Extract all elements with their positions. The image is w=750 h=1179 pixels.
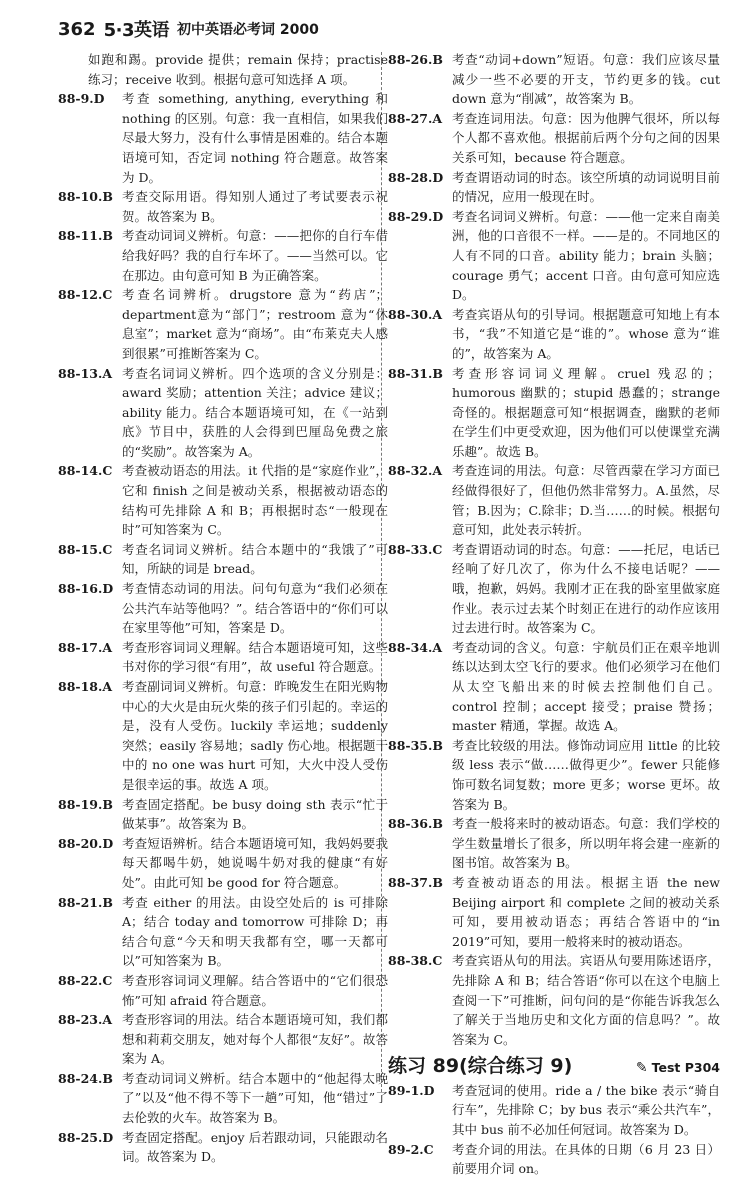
answer-explanation: 考查宾语从句的引导词。根据题意可知地上有本书，“我”不知道它是“谁的”。whose 意为“谁的”，故答案为 A。 <box>452 306 720 361</box>
answer-explanation: 考查交际用语。得知别人通过了考试要表示祝贺。故答案为 B。 <box>122 189 388 224</box>
right-column <box>388 50 720 1179</box>
answer-id: 88-34.A <box>388 639 443 655</box>
answer-id: 88-21.B <box>58 894 113 910</box>
answer-explanation: 考查 either 的用法。由设空处后的 is 可排除 A；结合 today and tomorrow 可排除 D；再结合句意“今天和明天我都有空，哪一天都可以”可知答案为 B。 <box>122 894 388 969</box>
answer-id: 88-17.A <box>58 639 113 655</box>
answer-id: 89-2.C <box>388 1141 434 1157</box>
answer-entry <box>388 736 720 814</box>
answer-id: 88-30.A <box>388 306 443 322</box>
answer-list-left <box>58 89 388 1167</box>
answer-entry <box>58 89 388 187</box>
answer-entry <box>58 187 388 226</box>
answer-entry <box>388 207 720 305</box>
answer-entry <box>58 638 388 677</box>
answer-entry <box>58 1128 388 1167</box>
answer-explanation: 考查形容词词义理解。cruel 残忍的；humorous 幽默的；stupid 愚蠢的；strange 奇怪的。根据题意可知“根据调查，幽默的老师在学生们中更受欢迎，因为他们可以使课堂充满乐趣”。故选 B。 <box>452 365 720 459</box>
answer-explanation: 考查名词辨析。drugstore 意为“药店”；department意为“部门”；restroom 意为“休息室”；market 意为“商场”。由“布莱克夫人感到很累”可推断答案为 C。 <box>122 287 388 361</box>
answer-explanation: 考查名词词义辨析。结合本题中的“我饿了”可知，所缺的词是 bread。 <box>122 541 388 577</box>
answer-explanation: 考查被动语态的用法。根据主语 the new Beijing airport 和 complete 之间的被动关系可知，要用被动语态；再结合答语中的“in 2019”可知，要用一般将来时的被动语态。 <box>452 874 720 949</box>
answer-entry <box>388 305 720 364</box>
answer-id: 88-13.A <box>58 365 113 381</box>
answer-id: 88-37.B <box>388 874 443 890</box>
answer-id: 88-33.C <box>388 541 443 557</box>
answer-explanation: 考查“动词+down”短语。句意：我们应该尽量减少一些不必要的开支，节约更多的钱。cut down 意为“削减”，故答案为 B。 <box>452 52 720 107</box>
answer-id: 88-32.A <box>388 463 443 479</box>
answer-explanation: 考查动词词义辨析。句意：——把你的自行车借给我好吗？我的自行车坏了。——当然可以。它在那边。由句意可知 B 为正确答案。 <box>122 228 388 283</box>
answer-id: 89-1.D <box>388 1082 435 1098</box>
answer-explanation: 考查连词的用法。句意：尽管西蒙在学习方面已经做得很好了，但他仍然非常努力。A.虽然，尽管；B.因为；C.除非；D.当……的时候。根据句意可知，此处表示转折。 <box>452 463 720 538</box>
answer-explanation: 考查名词词义辨析。句意：——他一定来自南美洲，他的口音很不一样。——是的。不同地区的人有不同的口音。ability 能力；brain 头脑；courage 勇气；accent 口音。由句意可知应选 D。 <box>452 208 720 303</box>
section-title: 练习 89(综合练习 9) <box>388 1055 573 1078</box>
answer-entry <box>58 461 388 539</box>
answer-explanation: 考查被动语态的用法。it 代指的是“家庭作业”，它和 finish 之间是被动关系，根据被动语态的结构可先排除 A 和 B；再根据时态“一般现在时”可知答案为 C。 <box>122 463 388 538</box>
answer-id: 88-35.B <box>388 737 443 753</box>
answer-id: 88-12.C <box>58 287 113 303</box>
answer-explanation: 考查宾语从句的用法。宾语从句要用陈述语序，先排除 A 和 B；结合答语“你可以在这个电脑上查阅一下”可推断，问句问的是“你能告诉我怎么了解关于当地历史和文化方面的信息吗？”。故答案为 C。 <box>452 953 720 1047</box>
answer-explanation: 考查介词的用法。在具体的日期（6 月 23 日）前要用介词 on。 <box>452 1141 720 1177</box>
answer-entry <box>388 168 720 207</box>
answer-entry <box>388 50 720 109</box>
answer-id: 88-22.C <box>58 972 113 988</box>
answer-explanation: 考查形容词的用法。结合本题语境可知，我们都想和莉莉交朋友，她对每个人都很“友好”。故答案为 A。 <box>122 1012 388 1067</box>
answer-explanation: 考查形容词词义理解。结合本题语境可知，这些书对你的学习很“有用”，故 useful 符合题意。 <box>122 639 388 675</box>
answer-id: 88-29.D <box>388 208 444 224</box>
answer-id: 88-11.B <box>58 228 113 244</box>
answer-id: 88-18.A <box>58 679 113 694</box>
answer-entry <box>388 1081 720 1140</box>
answer-id: 88-28.D <box>388 169 444 185</box>
answer-explanation: 考查比较级的用法。修饰动词应用 little 的比较级 less 表示“做……做得更少”。fewer 只能修饰可数名词复数；more 更多；worse 更坏。故答案为 B。 <box>452 737 720 812</box>
answer-entry <box>388 951 720 1049</box>
answer-id: 88-23.A <box>58 1012 113 1028</box>
answer-entry <box>58 364 388 462</box>
answer-entry <box>58 677 388 795</box>
answer-entry <box>388 364 720 462</box>
answer-entry <box>58 579 388 638</box>
answer-id: 88-20.D <box>58 835 114 851</box>
test-page-ref <box>636 1058 720 1079</box>
answer-id: 88-31.B <box>388 365 443 381</box>
answer-explanation: 考查固定搭配。be busy doing sth 表示“忙于做某事”。故答案为 B。 <box>122 796 388 832</box>
answer-entry <box>58 285 388 363</box>
answer-list-right <box>388 50 720 1049</box>
answer-id: 88-26.B <box>388 52 443 67</box>
answer-explanation: 考查情态动词的用法。问句句意为“我们必须在公共汽车站等他吗？”。结合答语中的“你们可以在家里等他”可知，答案是 D。 <box>122 581 388 636</box>
section-header <box>388 1057 720 1079</box>
answer-explanation: 考查名词词义辨析。四个选项的含义分别是：award 奖励；attention 关注；advice 建议；ability 能力。结合本题语境可知，在《一站到底》节目中，获胜的人会得到巴厘岛免费之旅的“奖励”。故答案为 A。 <box>122 365 388 459</box>
answer-entry <box>58 1010 388 1069</box>
answer-entry <box>58 226 388 285</box>
brand-logo: 5·3英语 <box>103 20 169 41</box>
answer-id: 88-16.D <box>58 581 114 597</box>
answer-entry <box>388 540 720 638</box>
answer-entry <box>388 814 720 873</box>
answer-explanation: 考查动词的含义。句意：宇航员们正在艰辛地训练以达到太空飞行的要求。他们必须学习在他们从太空飞船出来的时候去控制他们自己。control 控制；accept 接受；praise 赞扬；master 精通，掌握。故选 A。 <box>452 639 720 734</box>
answer-explanation: 考查谓语动词的时态。该空所填的动词说明目前的情况，应用一般现在时。 <box>452 169 720 205</box>
answer-explanation: 考查动词词义辨析。结合本题中的“他起得太晚了”以及“他不得不等下一趟”可知，他“错过”了去伦敦的火车。故答案为 B。 <box>122 1070 388 1126</box>
answer-entry <box>58 1069 388 1128</box>
page-number: 362 <box>58 18 96 40</box>
left-column <box>58 50 388 1167</box>
answer-entry <box>58 834 388 893</box>
answer-entry <box>388 461 720 539</box>
answer-id: 88-24.B <box>58 1070 113 1086</box>
answer-explanation: 考查形容词词义理解。结合答语中的“它们很恐怖”可知 afraid 符合题意。 <box>122 972 388 1008</box>
answer-id: 88-19.B <box>58 796 113 812</box>
page-header <box>58 14 698 44</box>
answer-list-section <box>388 1081 720 1179</box>
book-title: 初中英语必考词 2000 <box>176 22 319 38</box>
answer-explanation: 考查一般将来时的被动语态。句意：我们学校的学生数量增长了很多，所以明年将会建一座新的图书馆。故答案为 B。 <box>452 816 720 871</box>
answer-explanation: 考查固定搭配。enjoy 后若跟动词，只能跟动名词。故答案为 D。 <box>122 1129 388 1165</box>
answer-id: 88-27.A <box>388 110 443 126</box>
answer-id: 88-25.D <box>58 1129 114 1145</box>
answer-entry <box>388 1140 720 1179</box>
answer-id: 88-14.C <box>58 463 113 479</box>
answer-explanation: 考查短语辨析。结合本题语境可知，我妈妈要我每天都喝牛奶，她说喝牛奶对我的健康“有好处”。由此可知 be good for 符合题意。 <box>122 835 388 890</box>
continued-text: 如跑和踢。provide 提供；remain 保持；practise 练习；receive 收到。根据句意可知选择 A 项。 <box>88 52 388 87</box>
answer-entry <box>58 893 388 971</box>
answer-explanation: 考查谓语动词的时态。句意：——托尼，电话已经响了好几次了，你为什么不接电话呢？——哦，抱歉，妈妈。我刚才正在我的卧室里做家庭作业。表示过去某个时刻正在进行的动作应该用过去进行时。故答案为 C。 <box>452 541 720 636</box>
answer-entry <box>58 540 388 579</box>
answer-id: 88-10.B <box>58 189 113 205</box>
answer-entry <box>388 638 720 736</box>
answer-explanation: 考查冠词的使用。ride a / the bike 表示“骑自行车”，先排除 C；by bus 表示“乘公共汽车”，其中 bus 前不必加任何冠词。故答案为 D。 <box>452 1082 720 1138</box>
test-page-label: Test P304 <box>651 1060 720 1076</box>
answer-id: 88-36.B <box>388 816 443 832</box>
answer-entry <box>388 109 720 168</box>
answer-explanation: 考查连词用法。句意：因为他脾气很坏，所以每个人都不喜欢他。根据前后两个分句之间的因果关系可知，because 符合题意。 <box>452 110 720 165</box>
answer-id: 88-38.C <box>388 953 443 969</box>
answer-entry <box>388 873 720 951</box>
answer-explanation: 考查副词词义辨析。句意：昨晚发生在阳光购物中心的大火是由玩火柴的孩子们引起的。幸运的是，没有人受伤。luckily 幸运地；suddenly 突然；easily 容易地；sadly 伤心地。根据题干中的 no one was hurt 可知，大火中没人受伤是很幸运的事。故选 A 项。 <box>122 679 388 792</box>
answer-entry <box>58 971 388 1010</box>
answer-entry <box>58 795 388 834</box>
pen-icon: ✎ <box>635 1060 648 1077</box>
answer-id: 88-15.C <box>58 541 113 557</box>
answer-id: 88-9.D <box>58 91 105 107</box>
answer-explanation: 考查 something, anything, everything 和 nothing 的区别。句意：我一直相信，如果我们尽最大努力，没有什么事情是困难的。结合本题语境可知，否定词 nothing 符合题意。故答案为 D。 <box>122 91 388 185</box>
